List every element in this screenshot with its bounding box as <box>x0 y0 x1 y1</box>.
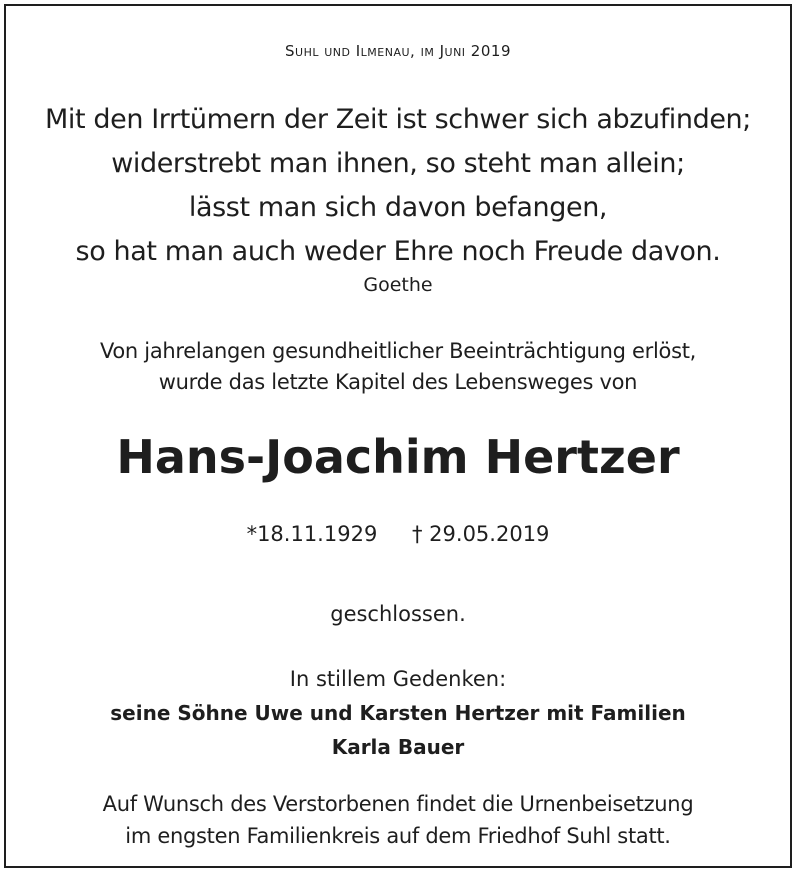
quote <box>6 98 790 274</box>
obituary-frame <box>4 4 792 868</box>
quote-line: so hat man auch weder Ehre noch Freude davon. <box>75 236 721 267</box>
quote-line: Mit den Irrtümern der Zeit ist schwer sich abzufinden; <box>45 104 751 135</box>
notice-line: Auf Wunsch des Verstorbenen findet die Urnenbeisetzung <box>102 792 694 816</box>
deceased-name: Hans-Joachim Hertzer <box>116 430 680 484</box>
mourners <box>6 662 790 764</box>
birth-date: *18.11.1929 <box>246 522 378 546</box>
mourner-line: Karla Bauer <box>331 735 465 759</box>
quote-line: widerstrebt man ihnen, so steht man allein; <box>111 148 685 179</box>
death-date: † 29.05.2019 <box>412 522 550 546</box>
quote-author: Goethe <box>363 274 433 296</box>
closing-text: geschlossen. <box>330 602 466 626</box>
intro-text <box>6 336 790 398</box>
place-date-header: Suhl und Ilmenau, im Juni 2019 <box>285 42 511 60</box>
life-dates <box>6 522 790 546</box>
notice-line: im engsten Familienkreis auf dem Friedhof Suhl statt. <box>125 824 671 848</box>
intro-line: Von jahrelangen gesundheitlicher Beeinträchtigung erlöst, <box>99 339 697 363</box>
mourner-line: seine Söhne Uwe und Karsten Hertzer mit Familien <box>110 701 686 725</box>
intro-line: wurde das letzte Kapitel des Lebensweges von <box>158 370 638 394</box>
quote-line: lässt man sich davon befangen, <box>188 192 608 223</box>
burial-notice <box>6 788 790 852</box>
mourners-heading: In stillem Gedenken: <box>289 667 507 691</box>
